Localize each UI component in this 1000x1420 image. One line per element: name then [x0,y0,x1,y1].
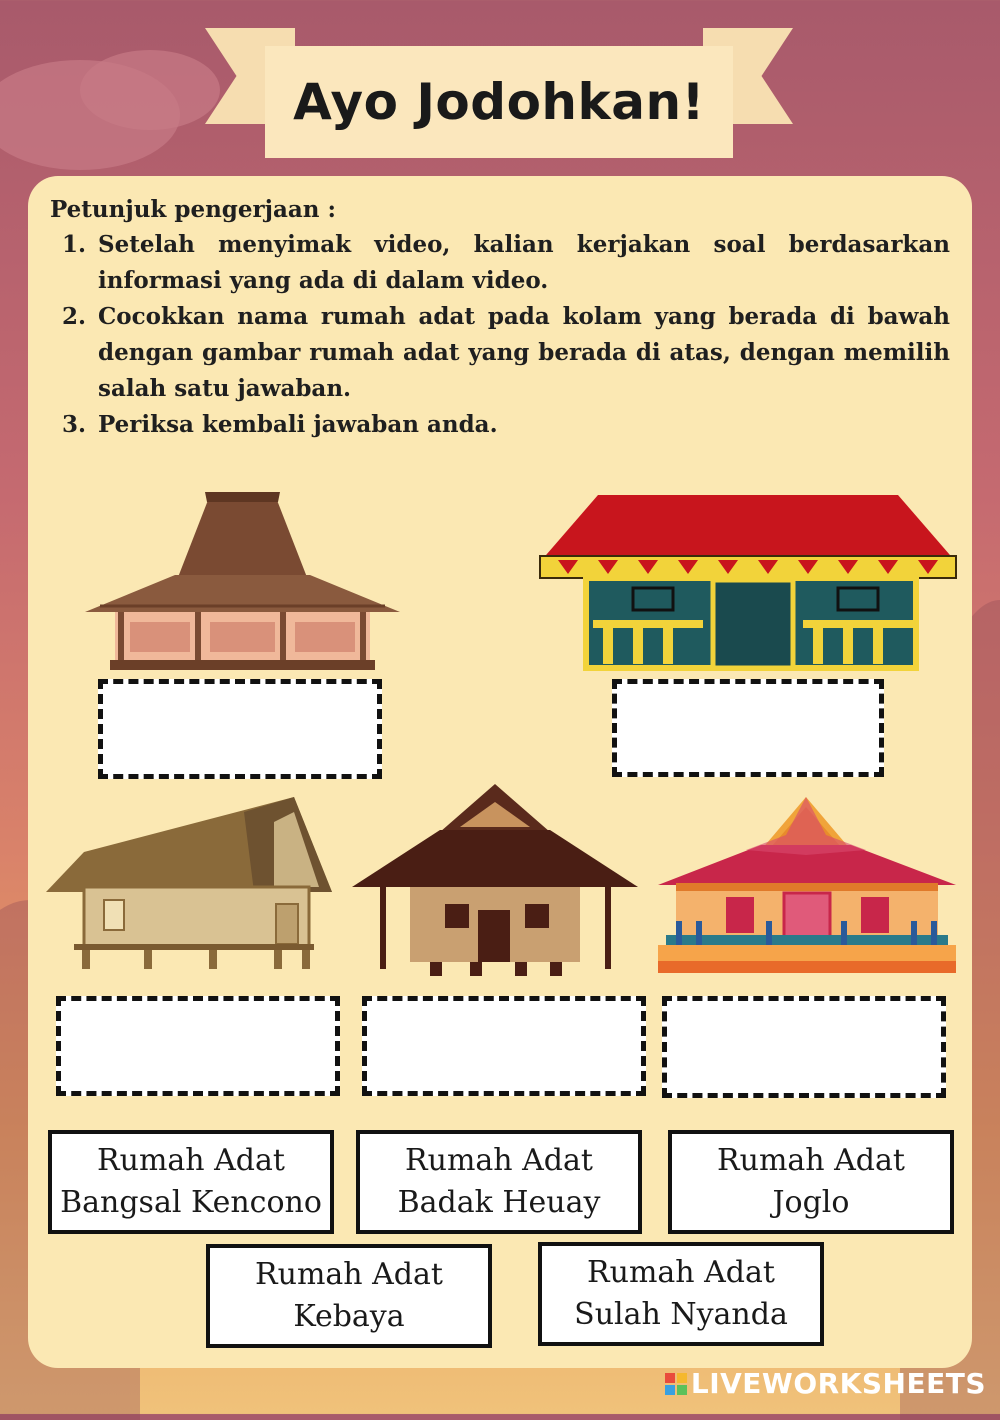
drop-zone-1[interactable] [98,679,382,779]
drop-zone-4[interactable] [362,996,646,1096]
logo-squares-icon [665,1373,687,1395]
drop-zone-2[interactable] [612,679,884,777]
instruction-item: 1. Setelah menyimak video, kalian kerjakan soal berdasarkan informasi yang ada di dalam video. [94,227,950,299]
liveworksheets-logo [665,1367,986,1400]
answer-text: Rumah Adat Bangsal Kencono [60,1143,322,1220]
instructions-list [50,227,950,443]
answer-text: Rumah Adat Badak Heuay [397,1143,601,1220]
bangsal-kencono-house-icon [538,490,958,672]
title-ribbon [265,46,733,158]
instruction-item: 2. Cocokkan nama rumah adat pada kolam yang berada di bawah dengan gambar rumah adat yang berada di atas, dengan memilih salah satu jawaban. [94,299,950,407]
answer-bangsal-kencono[interactable] [48,1130,334,1234]
kebaya-house-icon [656,795,958,977]
instructions-heading: Petunjuk pengerjaan : [50,196,336,223]
answer-badak-heuay[interactable] [356,1130,642,1234]
answer-sulah-nyanda[interactable] [538,1242,824,1346]
drop-zone-5[interactable] [662,996,946,1098]
answer-text: Rumah Adat Kebaya [255,1257,443,1334]
background-cloud [80,50,220,130]
answer-kebaya[interactable] [206,1244,492,1348]
instructions [50,196,950,443]
page-title: Ayo Jodohkan! [293,73,705,131]
answer-text: Rumah Adat Joglo [717,1143,905,1220]
answer-joglo[interactable] [668,1130,954,1234]
answer-text: Rumah Adat Sulah Nyanda [574,1255,788,1332]
joglo-house-icon [80,490,405,675]
sulah-nyanda-house-icon [350,782,640,977]
instruction-item: 3. Periksa kembali jawaban anda. [94,407,950,443]
drop-zone-3[interactable] [56,996,340,1096]
brand-text: LIVEWORKSHEETS [690,1367,986,1400]
badak-heuay-house-icon [44,792,334,972]
